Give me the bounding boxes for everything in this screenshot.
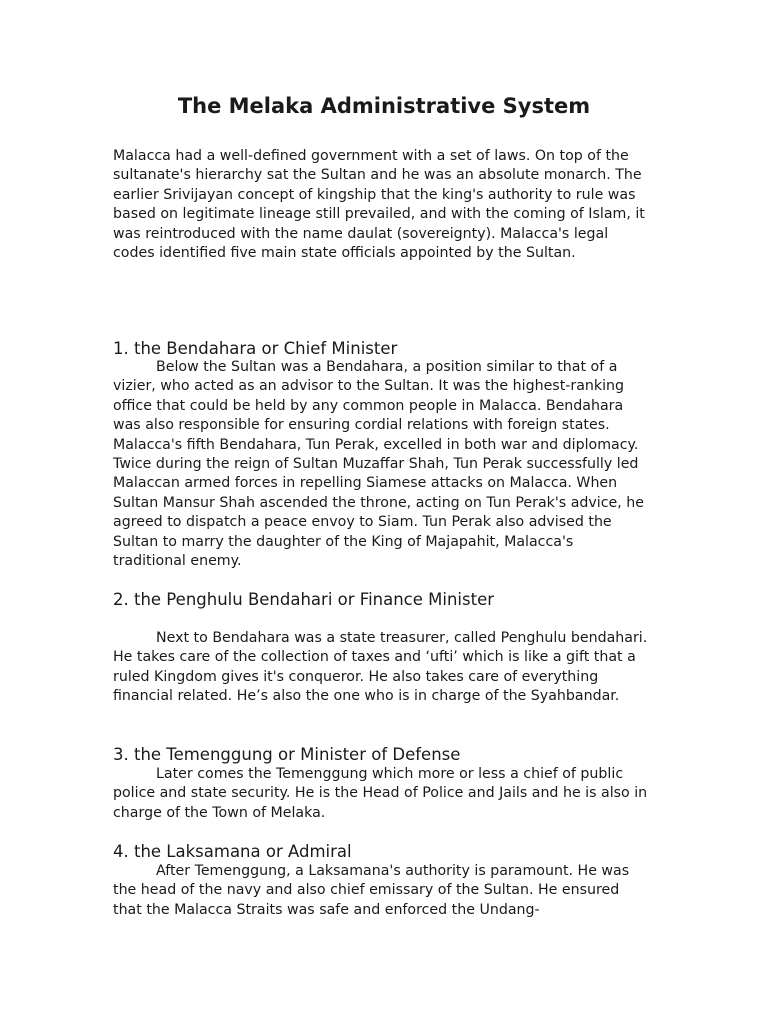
section-body-bendahara: Below the Sultan was a Bendahara, a position similar to that of a vizier, who acted as an advisor to the Sultan. It was the highest-ranking office that could be held by any common people in Malacca. Bendahara was also responsible for ensuring cordial relations with foreign states. Malacca's fifth Bendahara, Tun Perak, excelled in both war and diplomacy. Twice during the reign of Sultan Muzaffar Shah, Tun Perak successfully led Malaccan armed forces in repelling Siamese attacks on Malacca. When Sultan Mansur Shah ascended the throne, acting on Tun Perak's advice, he agreed to dispatch a peace envoy to Siam. Tun Perak also advised the Sultan to marry the daughter of the King of Majapahit, Malacca's traditional enemy. xyxy=(113,359,645,570)
section-body-penghulu-bendahari: Next to Bendahara was a state treasurer, called Penghulu bendahari. He takes care of the collection of taxes and ‘ufti’ which is like a gift that a ruled Kingdom gives it's conqueror. He also takes care of everything financial related. He’s also the one who is in charge of the Syahbandar. xyxy=(113,630,648,705)
section-heading-temenggung: 3. the Temenggung or Minister of Defense xyxy=(113,745,461,764)
document-title: The Melaka Administrative System xyxy=(177,94,591,118)
intro-paragraph: Malacca had a well-defined government with a set of laws. On top of the sultanate's hierarchy sat the Sultan and he was an absolute monarch. The earlier Srivijayan concept of kingship that the king's authority to rule was based on legitimate lineage still prevailed, and with the coming of Islam, it was reintroduced with the name daulat (sovereignty). Malacca's legal codes identified five main state officials appointed by the Sultan. xyxy=(113,148,645,262)
section-heading-laksamana: 4. the Laksamana or Admiral xyxy=(113,842,352,861)
section-heading-penghulu-bendahari: 2. the Penghulu Bendahari or Finance Minister xyxy=(113,590,495,609)
section-body-temenggung: Later comes the Temenggung which more or less a chief of public police and state security. He is the Head of Police and Jails and he is also in charge of the Town of Melaka. xyxy=(113,766,648,821)
section-heading-bendahara: 1. the Bendahara or Chief Minister xyxy=(113,339,398,358)
section-body-laksamana: After Temenggung, a Laksamana's authority is paramount. He was the head of the navy and also chief emissary of the Sultan. He ensured that the Malacca Straits was safe and enforced the Undang- xyxy=(113,863,630,918)
